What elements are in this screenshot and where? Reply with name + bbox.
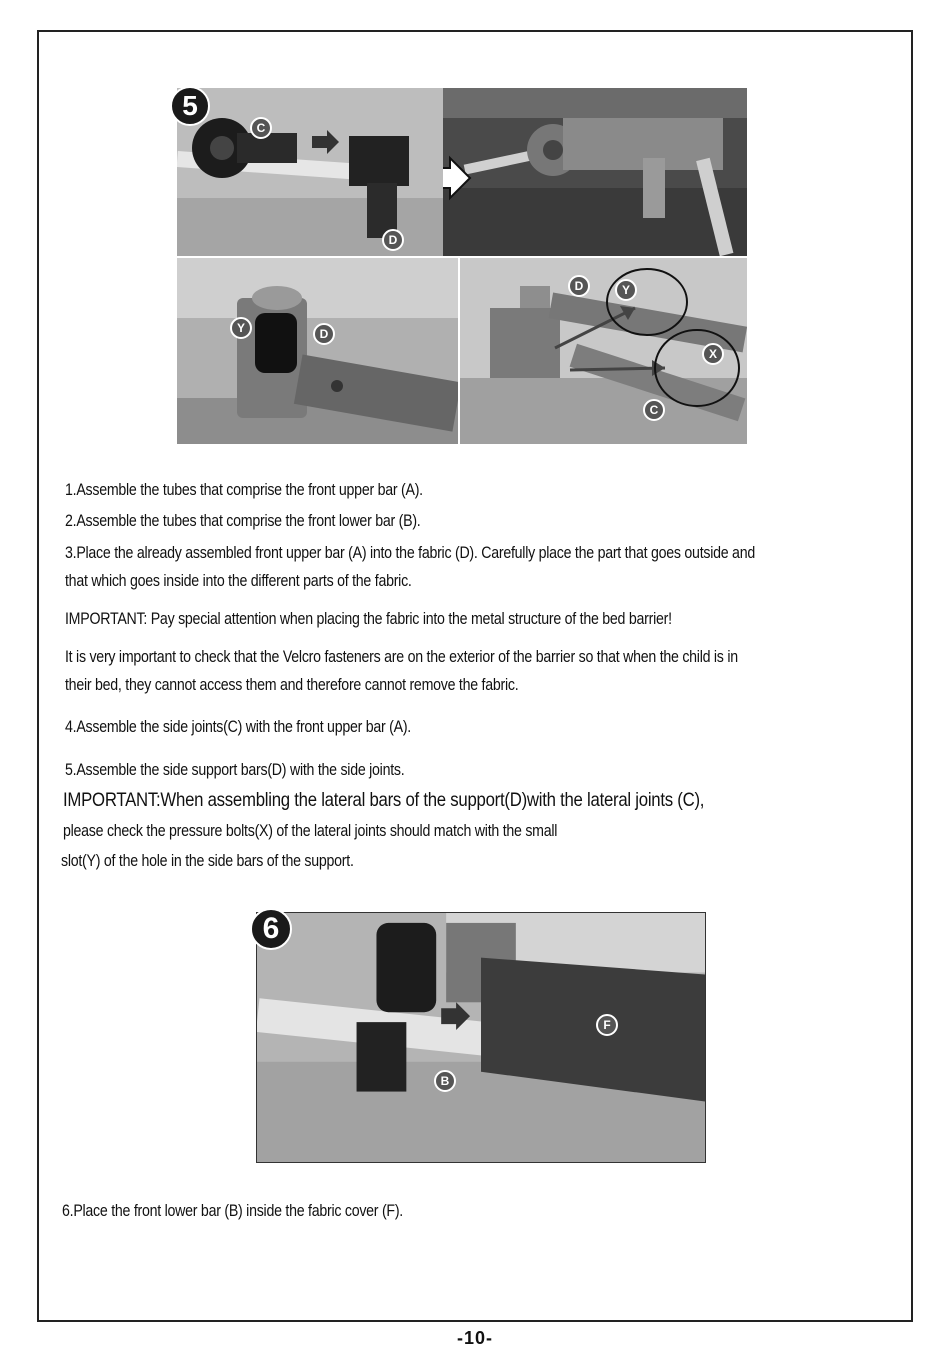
important-2-line2: their bed, they cannot access them and therefore cannot remove the fabric. <box>65 676 519 694</box>
instruction-4: 4.Assemble the side joints(C) with the front upper bar (A). <box>65 718 412 736</box>
important-2-line1: It is very important to check that the Velcro fasteners are on the exterior of the barrier so that when the child is in <box>65 648 738 666</box>
label-y: Y <box>615 279 637 301</box>
instruction-1: 1.Assemble the tubes that comprise the front upper bar (A). <box>65 481 423 499</box>
instruction-6: 6.Place the front lower bar (B) inside the fabric cover (F). <box>62 1202 403 1220</box>
instruction-3-line2: that which goes inside into the different parts of the fabric. <box>65 572 412 590</box>
label-d: D <box>382 229 404 251</box>
photo-6 <box>256 912 706 1163</box>
important-3-line1: IMPORTANT:When assembling the lateral bars of the support(D)with the lateral joints (C), <box>63 789 705 811</box>
step-6-badge: 6 <box>250 908 292 950</box>
photo-5b <box>443 88 747 256</box>
label-c: C <box>643 399 665 421</box>
label-d: D <box>568 275 590 297</box>
important-1: IMPORTANT: Pay special attention when placing the fabric into the metal structure of the bed barrier! <box>65 610 672 628</box>
label-c: C <box>250 117 272 139</box>
instruction-3-line1: 3.Place the already assembled front upper bar (A) into the fabric (D). Carefully place the part that goes outside and <box>65 544 755 562</box>
label-b: B <box>434 1070 456 1092</box>
label-x: X <box>702 343 724 365</box>
instruction-5: 5.Assemble the side support bars(D) with the side joints. <box>65 761 405 779</box>
label-y: Y <box>230 317 252 339</box>
label-d: D <box>313 323 335 345</box>
important-3-line2: please check the pressure bolts(X) of the lateral joints should match with the small <box>63 822 558 840</box>
photo-5c <box>177 258 458 444</box>
photo-5a <box>177 88 443 256</box>
page-number: -10- <box>456 1328 493 1348</box>
label-f: F <box>596 1014 618 1036</box>
step-5-badge: 5 <box>170 86 210 126</box>
important-3-line3: slot(Y) of the hole in the side bars of the support. <box>61 852 354 870</box>
instruction-2: 2.Assemble the tubes that comprise the front lower bar (B). <box>65 512 421 530</box>
